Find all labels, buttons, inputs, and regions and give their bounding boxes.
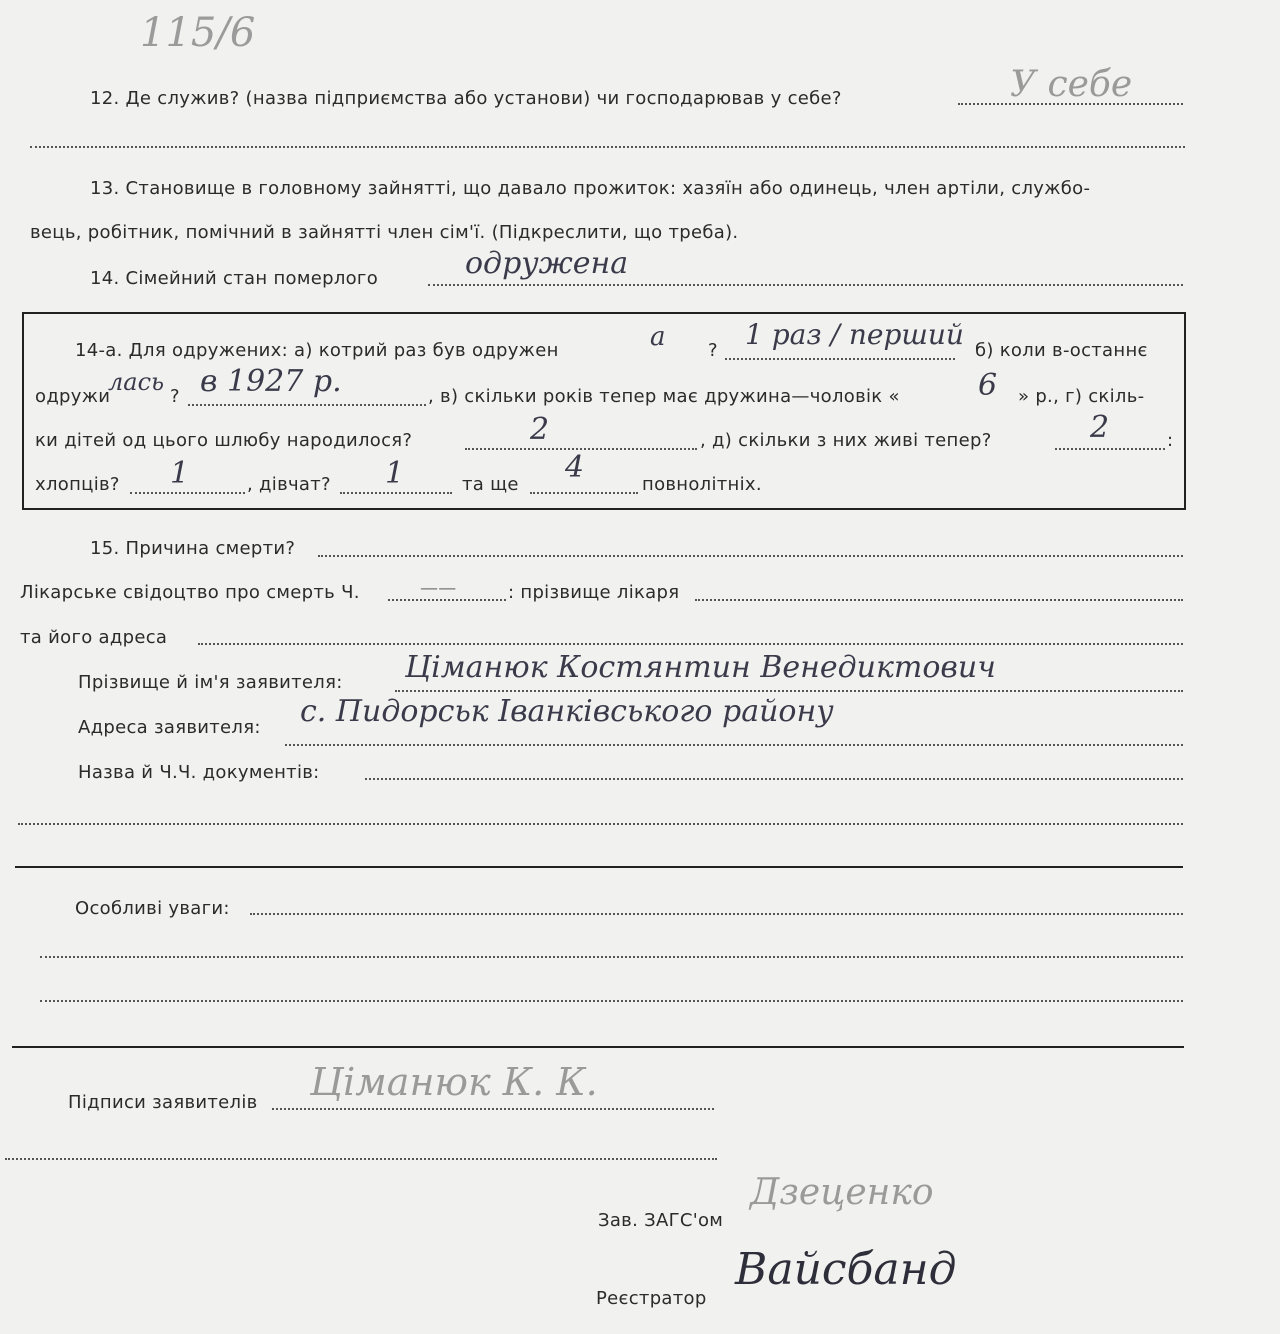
documents-continuation-line xyxy=(18,823,1183,825)
applicant-address-label: Адреса заявителя: xyxy=(78,717,261,738)
q14a-question-mark-2: ? xyxy=(170,386,180,407)
doctor-name-line xyxy=(695,599,1183,601)
applicants-signature-line xyxy=(272,1108,714,1110)
doctor-address-line xyxy=(198,643,1183,645)
q14a-end-label: повнолітніх. xyxy=(642,474,762,495)
applicant-address-line xyxy=(285,744,1183,746)
doctor-name-label: : прізвище лікаря xyxy=(508,582,680,603)
q14-label: 14. Сімейний стан померлого xyxy=(90,268,379,289)
q14a-line1-suffix: а xyxy=(650,322,666,352)
q12-answer: У себе xyxy=(1010,64,1133,105)
q14a-boys-line xyxy=(130,492,245,494)
q14a-line2-label: одружи xyxy=(35,386,111,407)
q14a-line1-label: 14-а. Для одружених: а) котрий раз був одружен xyxy=(75,340,559,361)
q14a-line2-b-label: , в) скільки років тепер має дружина—чоловік « xyxy=(428,386,900,407)
applicants-signature-line-2 xyxy=(5,1158,717,1160)
q14a-girls-line xyxy=(340,492,452,494)
q14a-children-alive: 2 xyxy=(1090,410,1110,445)
q14a-times-answer: 1 раз / перший xyxy=(745,318,964,351)
q14a-line3-b-label: , д) скільки з них живі тепер? xyxy=(700,430,992,451)
q14a-line2-suffix: лась xyxy=(108,368,165,396)
q14a-boys-label: хлопців? xyxy=(35,474,120,495)
q14a-boys: 1 xyxy=(170,456,190,491)
q14a-date-line xyxy=(188,404,426,406)
notes-line-2 xyxy=(40,956,1183,958)
q15-answer-line xyxy=(318,555,1183,557)
q14a-line1-b-label: б) коли в-останнє xyxy=(975,340,1148,361)
q13-line1: 13. Становище в головному зайнятті, що давало прожиток: хазяїн або одинець, член артіли, службо- xyxy=(90,178,1091,199)
corner-archive-note: 115/6 xyxy=(140,10,256,56)
notes-label: Особливі уваги: xyxy=(75,898,230,919)
q14a-line2-c-label: » р., г) скіль- xyxy=(1018,386,1145,407)
head-label: Зав. ЗАГС'ом xyxy=(598,1210,724,1231)
documents-label: Назва й Ч.Ч. документів: xyxy=(78,762,320,783)
q14a-also-label: та ще xyxy=(462,474,519,495)
applicants-signature-label: Підписи заявителів xyxy=(68,1092,258,1113)
q14a-line3-label: ки дітей од цього шлюбу народилося? xyxy=(35,430,413,451)
section-divider-2 xyxy=(12,1046,1184,1048)
medical-cert-label: Лікарське свідоцтво про смерть Ч. xyxy=(20,582,360,603)
q14a-more: 4 xyxy=(565,450,585,485)
q15-label: 15. Причина смерти? xyxy=(90,538,296,559)
applicant-name-label: Прізвище й ім'я заявителя: xyxy=(78,672,343,693)
notes-line-1 xyxy=(250,913,1183,915)
q14-answer: одружена xyxy=(465,246,629,281)
q14a-girls: 1 xyxy=(385,456,405,491)
applicant-address: с. Пидорськ Іванківського району xyxy=(300,694,834,729)
q14a-alive-line xyxy=(1055,448,1165,450)
q14a-question-mark: ? xyxy=(708,340,718,361)
q13-line2: вець, робітник, помічний в зайнятті член сім'ї. (Підкреслити, що треба). xyxy=(30,222,739,243)
q12-continuation-line xyxy=(30,146,1185,148)
medical-cert-number: —— xyxy=(420,578,457,599)
q14-answer-line xyxy=(428,284,1183,286)
notes-line-3 xyxy=(40,1000,1183,1002)
documents-line xyxy=(365,778,1183,780)
q14a-marriage-date: в 1927 р. xyxy=(200,364,342,399)
applicant-name-line xyxy=(395,690,1183,692)
q14a-children-born: 2 xyxy=(530,412,550,447)
q12-label: 12. Де служив? (назва підприємства або установи) чи господарював у себе? xyxy=(90,88,842,109)
head-signature: Дзеценко xyxy=(750,1172,934,1213)
q14a-times-line xyxy=(725,358,955,360)
q14a-spouse-age: 6 xyxy=(978,368,998,403)
section-divider-1 xyxy=(15,866,1183,868)
q14a-colon: : xyxy=(1167,430,1174,451)
q14a-more-line xyxy=(530,492,638,494)
doctor-address-label: та його адреса xyxy=(20,627,168,648)
q14a-girls-label: , дівчат? xyxy=(247,474,331,495)
medical-cert-number-line xyxy=(388,599,506,601)
registrar-label: Реєстратор xyxy=(596,1288,707,1309)
applicant-name: Ціманюк Костянтин Венедиктович xyxy=(405,650,996,685)
applicants-signature: Ціманюк К. К. xyxy=(310,1060,598,1104)
registrar-signature: Вайсбанд xyxy=(735,1244,957,1295)
